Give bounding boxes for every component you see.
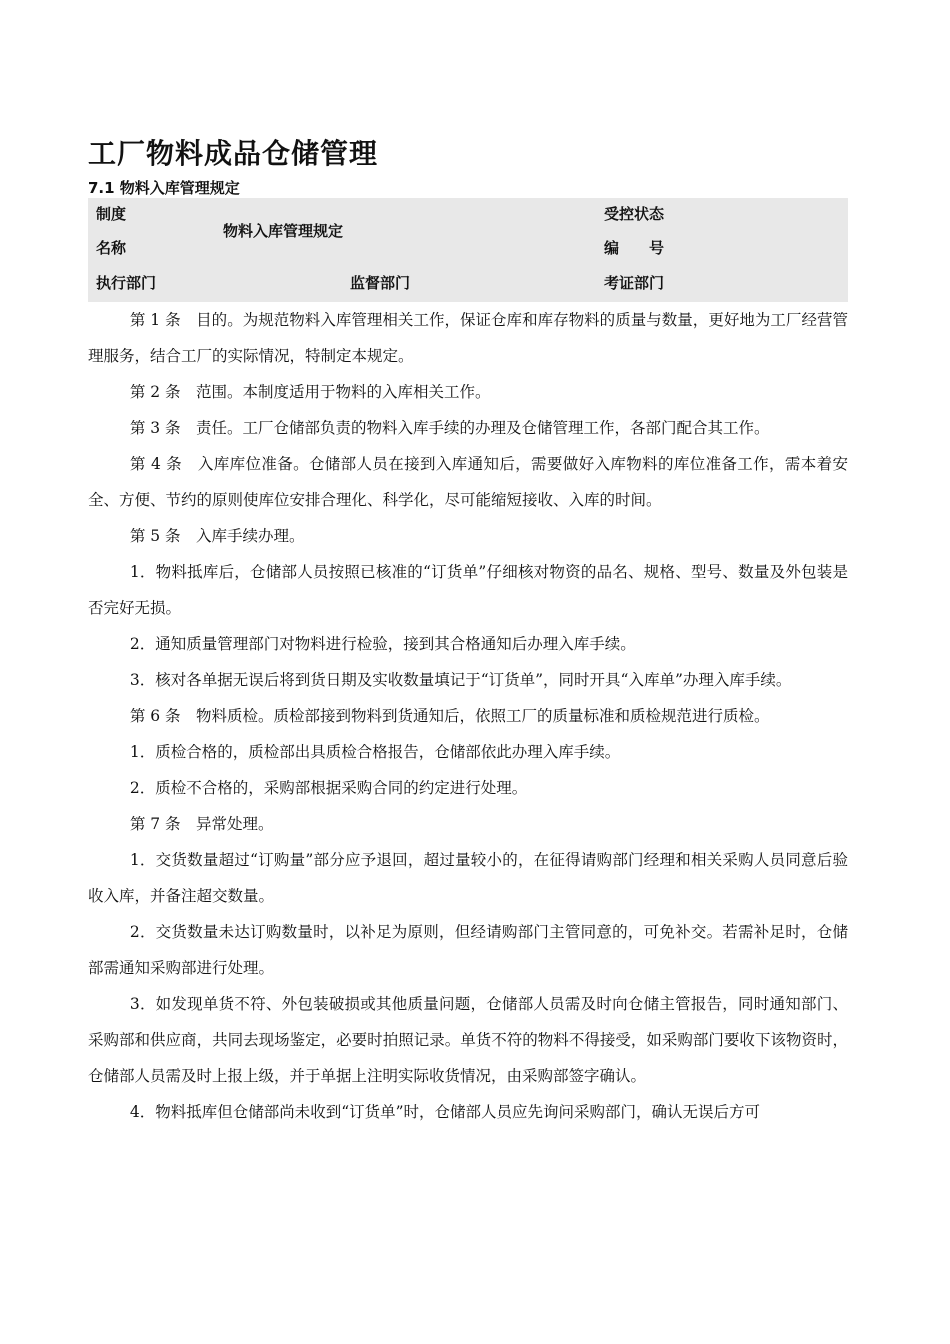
info-table xyxy=(88,198,848,302)
article-5-item-2: 2．通知质量管理部门对物料进行检验，接到其合格通知后办理入库手续。 xyxy=(129,635,636,653)
number-label: 编 号 xyxy=(604,239,665,257)
article-1-paragraph: 第 1 条 目的。为规范物料入库管理相关工作，保证仓库和库存物料的质量与数量，更好地为工厂经营管理服务，结合工厂的实际情况，特制定本规定。 xyxy=(88,311,848,365)
audit-dept-label: 考证部门 xyxy=(604,274,665,292)
article-6-paragraph: 第 6 条 物料质检。质检部接到物料到货通知后，依照工厂的质量标准和质检规范进行质检。 xyxy=(129,707,770,725)
article-6-item-2: 2．质检不合格的，采购部根据采购合同的约定进行处理。 xyxy=(129,779,528,797)
article-7-paragraph: 第 7 条 异常处理。 xyxy=(129,815,274,833)
section-heading: 7.1 物料入库管理规定 xyxy=(88,179,240,197)
article-4-paragraph: 第 4 条 入库库位准备。仓储部人员在接到入库通知后，需要做好入库物料的库位准备工作，需本着安全、方便、节约的原则使库位安排合理化、科学化，尽可能缩短接收、入库的时间。 xyxy=(88,455,848,509)
article-6-item-1: 1．质检合格的，质检部出具质检合格报告，仓储部依此办理入库手续。 xyxy=(129,743,621,761)
article-3-paragraph: 第 3 条 责任。工厂仓储部负责的物料入库手续的办理及仓储管理工作，各部门配合其工作。 xyxy=(129,419,770,437)
article-5-item-3: 3．核对各单据无误后将到货日期及实收数量填记于“订货单”，同时开具“入库单”办理入库手续。 xyxy=(129,671,792,689)
article-5-item-1: 1．物料抵库后，仓储部人员按照已核准的“订货单”仔细核对物资的品名、规格、型号、数量及外包装是否完好无损。 xyxy=(88,563,848,617)
article-7-item-4: 4．物料抵库但仓储部尚未收到“订货单”时，仓储部人员应先询问采购部门，确认无误后方可 xyxy=(129,1103,761,1121)
article-7-item-1: 1．交货数量超过“订购量”部分应予退回，超过量较小的，在征得请购部门经理和相关采购人员同意后验收入库，并备注超交数量。 xyxy=(88,851,848,905)
article-7-item-3: 3．如发现单货不符、外包装破损或其他质量问题，仓储部人员需及时向仓储主管报告，同时通知部门、采购部和供应商，共同去现场鉴定，必要时拍照记录。单货不符的物料不得接受，如采购部门要收下该物资时，仓储部人员需及时上报上级，并于单据上注明实际收货情况，由采购部签字确认。 xyxy=(88,995,848,1085)
document-title: 工厂物料成品仓储管理 xyxy=(88,137,379,170)
supervise-dept-label: 监督部门 xyxy=(350,274,411,292)
system-name-value: 物料入库管理规定 xyxy=(223,222,344,240)
exec-dept-label: 执行部门 xyxy=(96,274,157,292)
article-2-paragraph: 第 2 条 范围。本制度适用于物料的入库相关工作。 xyxy=(129,383,491,401)
article-5-paragraph: 第 5 条 入库手续办理。 xyxy=(129,527,305,545)
system-label-line1: 制度 xyxy=(96,205,127,223)
control-status-label: 受控状态 xyxy=(604,205,665,223)
document-body xyxy=(88,302,848,1130)
article-7-item-2: 2．交货数量未达订购数量时，以补足为原则，但经请购部门主管同意的，可免补交。若需补足时，仓储部需通知采购部进行处理。 xyxy=(88,923,848,977)
system-label-line2: 名称 xyxy=(96,239,127,257)
